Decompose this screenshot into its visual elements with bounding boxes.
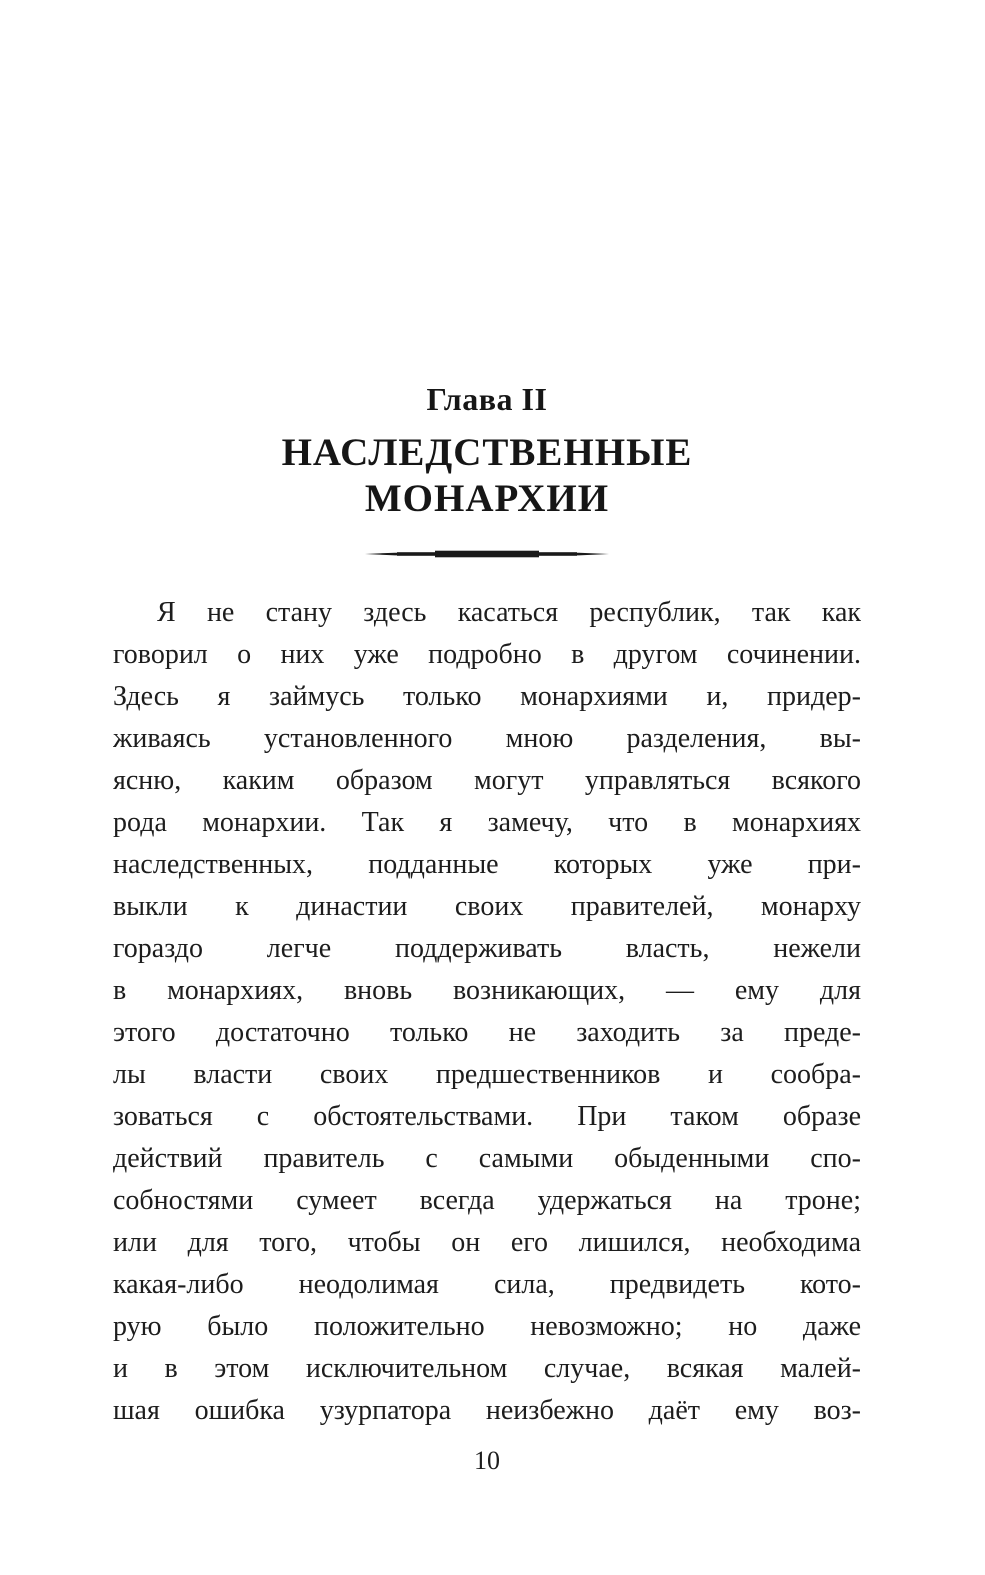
text-line: собностями сумеет всегда удержаться на троне; bbox=[113, 1185, 861, 1216]
chapter-title-line-1: НАСЛЕДСТВЕННЫЕ bbox=[281, 431, 693, 474]
text-line: этого достаточно только не заходить за преде- bbox=[113, 1017, 861, 1048]
text-line: Здесь я займусь только монархиями и, придер- bbox=[113, 681, 861, 712]
text-line: наследственных, подданные которых уже при- bbox=[113, 849, 861, 880]
chapter-title-heading bbox=[113, 430, 861, 522]
text-line: выкли к династии своих правителей, монарху bbox=[113, 891, 861, 922]
text-line: живаясь установленного мною разделения, вы- bbox=[113, 723, 861, 754]
page-number: 10 bbox=[474, 1446, 500, 1475]
text-line: зоваться с обстоятельствами. При таком образе bbox=[113, 1101, 861, 1132]
text-line: шая ошибка узурпатора неизбежно даёт ему воз- bbox=[113, 1395, 861, 1426]
chapter-title-line-2: МОНАРХИИ bbox=[364, 477, 610, 520]
text-line: рую было положительно невозможно; но даже bbox=[113, 1311, 861, 1342]
text-line: рода монархии. Так я замечу, что в монархиях bbox=[113, 807, 861, 838]
text-line: в монархиях, вновь возникающих, — ему для bbox=[113, 975, 861, 1006]
text-line: и в этом исключительном случае, всякая малей- bbox=[113, 1353, 861, 1384]
text-line: ясню, каким образом могут управляться всякого bbox=[113, 765, 861, 796]
chapter-number-heading: Глава II bbox=[426, 381, 548, 417]
text-line: лы власти своих предшественников и сообра- bbox=[113, 1059, 861, 1090]
tapered-rule-divider-icon bbox=[365, 547, 609, 564]
text-line: гораздо легче поддерживать власть, нежели bbox=[113, 933, 861, 964]
paragraph bbox=[113, 592, 861, 1432]
text-line: действий правитель с самыми обыденными спо- bbox=[113, 1143, 861, 1174]
text-line: говорил о них уже подробно в другом сочинении. bbox=[113, 639, 861, 670]
text-line: или для того, чтобы он его лишился, необходима bbox=[113, 1227, 861, 1258]
text-line: какая-либо неодолимая сила, предвидеть кото- bbox=[113, 1269, 861, 1300]
section-divider bbox=[113, 547, 861, 565]
text-line: Я не стану здесь касаться республик, так как bbox=[157, 597, 861, 628]
